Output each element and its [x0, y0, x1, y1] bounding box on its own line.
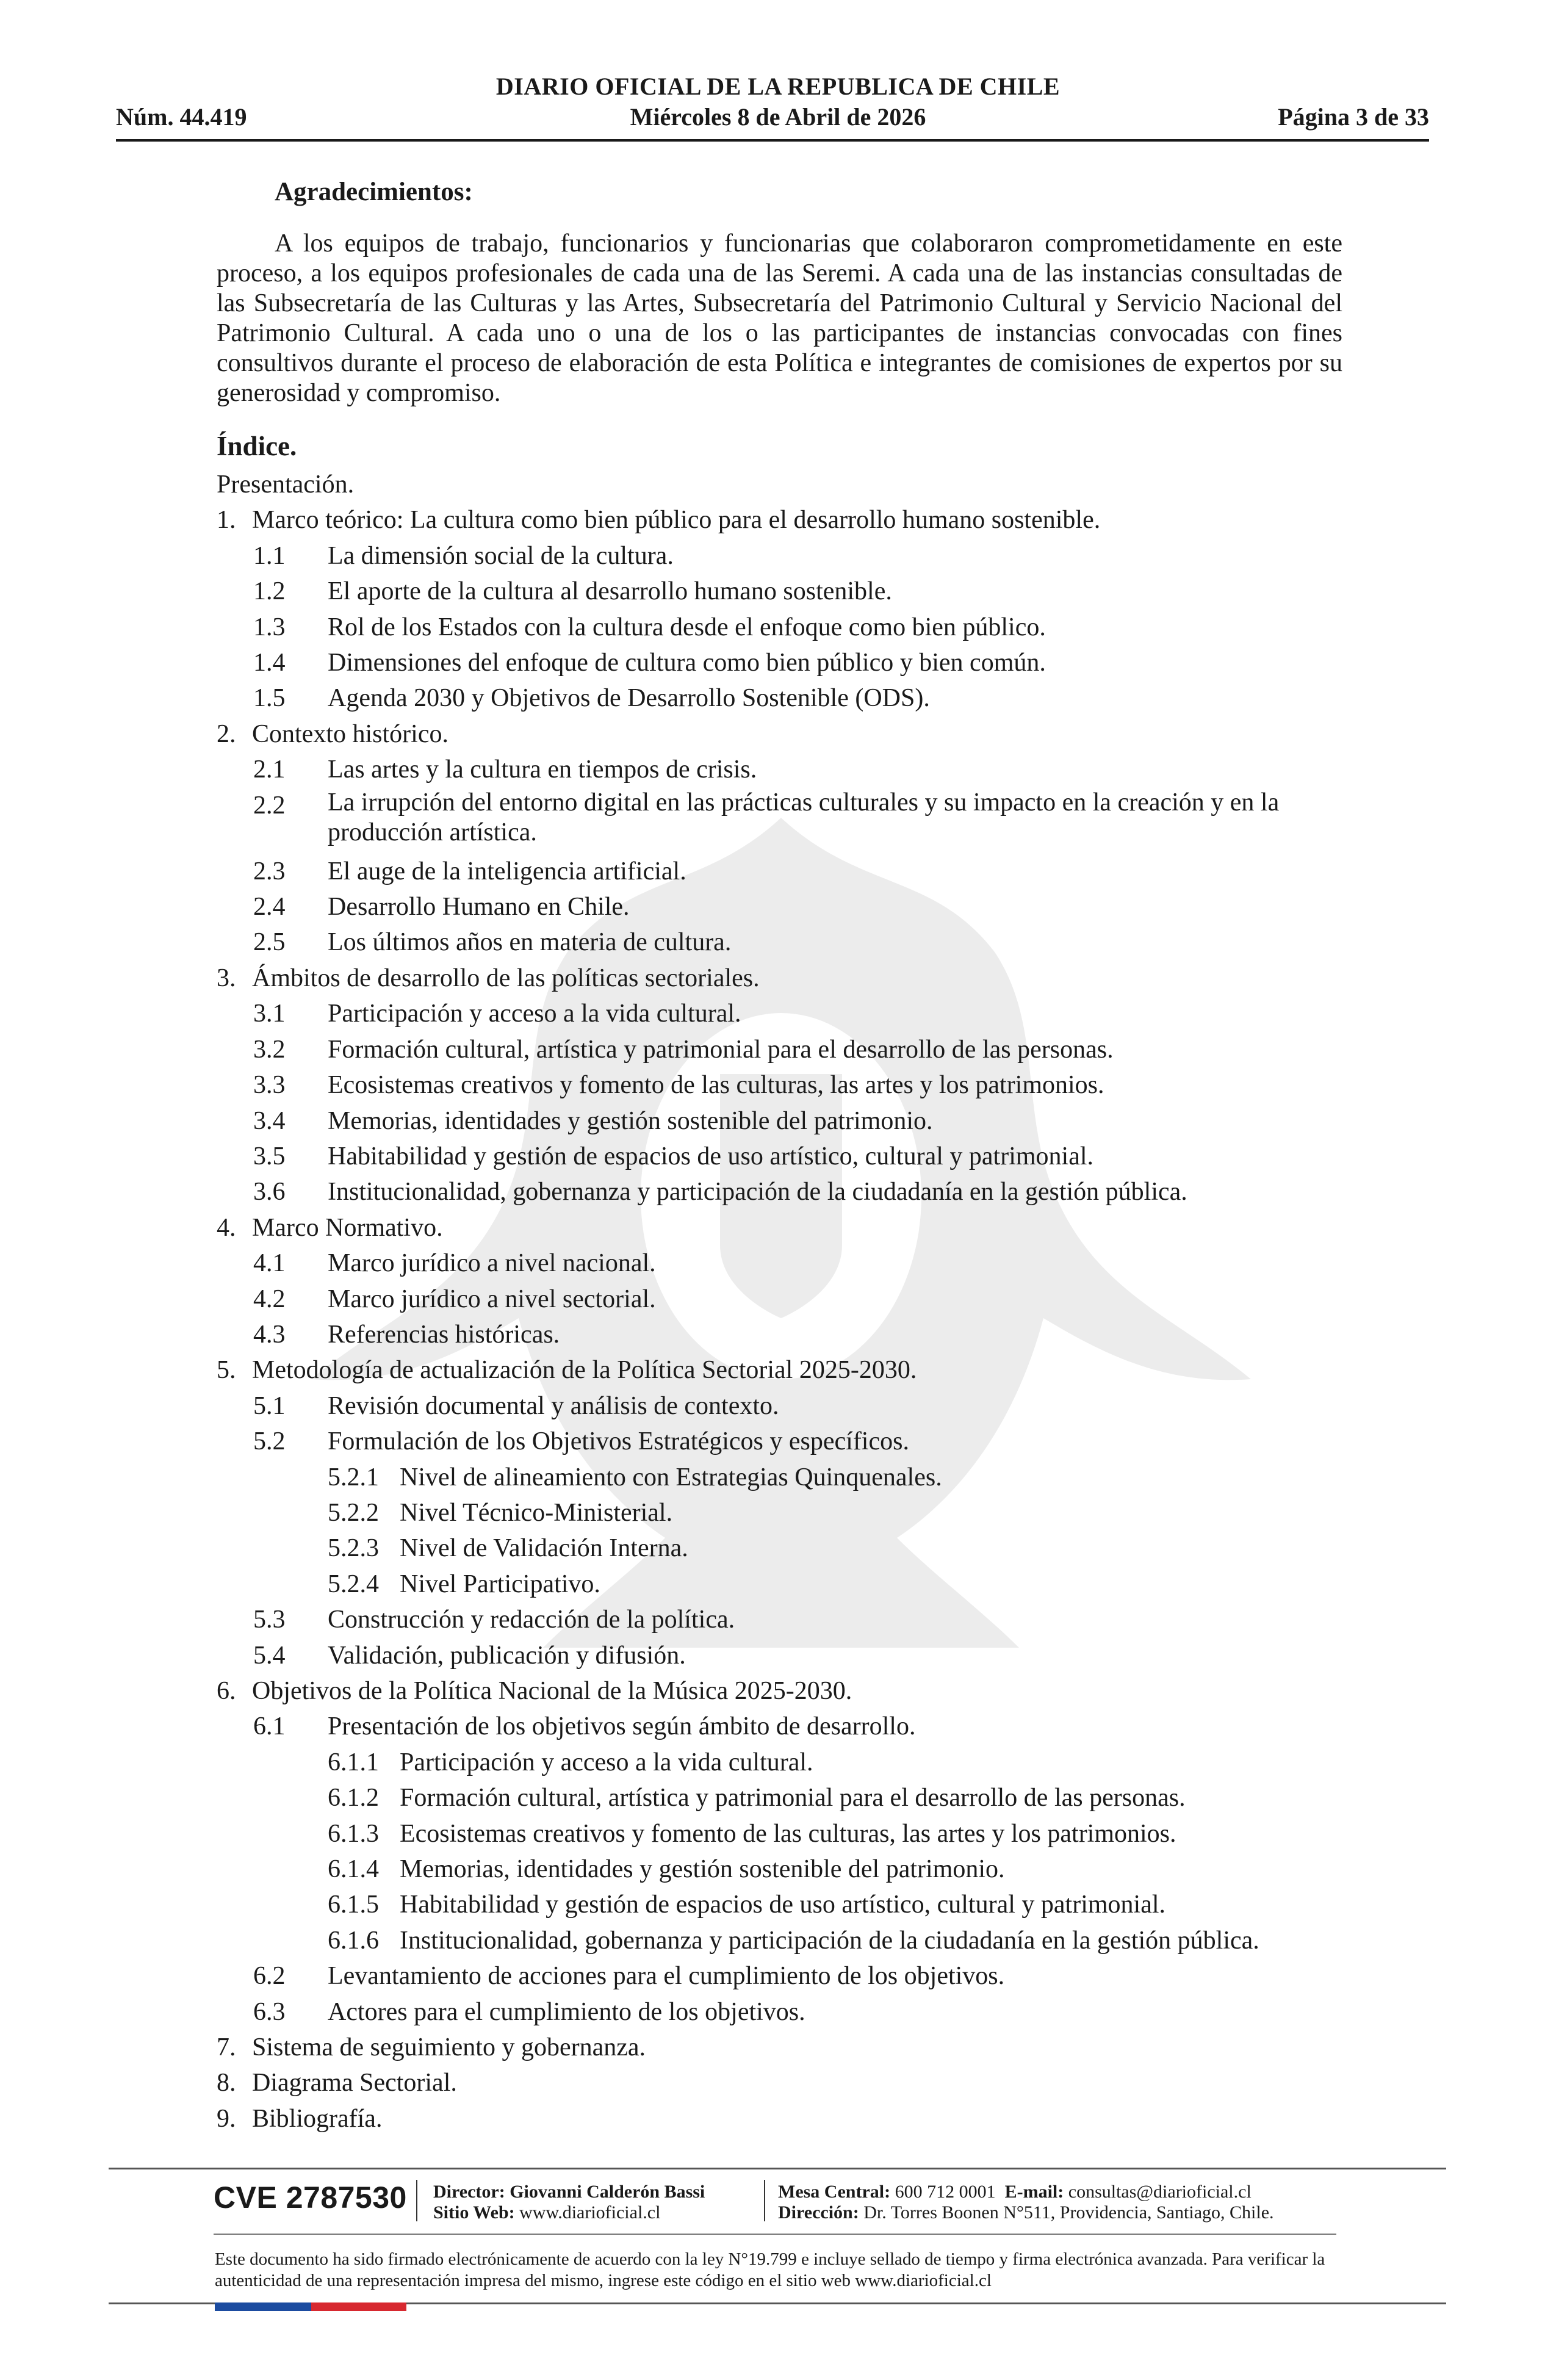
toc-item: 5.3 Construcción y redacción de la política. — [253, 1606, 735, 1634]
toc-item: 5.2 Formulación de los Objetivos Estratégicos y específicos. — [253, 1427, 909, 1456]
toc-item: 3.4 Memorias, identidades y gestión sostenible del patrimonio. — [253, 1106, 933, 1135]
toc-item: 6.2 Levantamiento de acciones para el cumplimiento de los objetivos. — [253, 1962, 1005, 1991]
toc-item: 2.4 Desarrollo Humano en Chile. — [253, 893, 630, 921]
toc-item: 6.1 Presentación de los objetivos según ámbito de desarrollo. — [253, 1712, 916, 1741]
toc-item: 4.2 Marco jurídico a nivel sectorial. — [253, 1285, 656, 1313]
toc-item: 8. Diagrama Sectorial. — [217, 2069, 457, 2097]
mesa-label: Mesa Central: — [778, 2182, 891, 2202]
site-label: Sitio Web: — [433, 2202, 515, 2223]
flag-stripe-red — [311, 2302, 406, 2311]
flag-stripe-blue — [215, 2302, 311, 2311]
toc-item: 6.1.3 Ecosistemas creativos y fomento de las culturas, las artes y los patrimonios. — [328, 1819, 1176, 1848]
toc-item: 5.2.1 Nivel de alineamiento con Estrategias Quinquenales. — [328, 1463, 942, 1491]
issue-date: Miércoles 8 de Abril de 2026 — [630, 103, 926, 131]
toc-item: 6.1.2 Formación cultural, artística y patrimonial para el desarrollo de las personas. — [328, 1784, 1186, 1812]
toc-item: 4.1 Marco jurídico a nivel nacional. — [253, 1249, 656, 1278]
cve-code: CVE 2787530 — [214, 2180, 407, 2215]
toc-item: 9. Bibliografía. — [217, 2104, 383, 2133]
toc-item: 5.4 Validación, publicación y difusión. — [253, 1641, 686, 1670]
toc-item: 1. Marco teórico: La cultura como bien público para el desarrollo humano sostenible. — [217, 506, 1101, 535]
issue-number: Núm. 44.419 — [116, 103, 247, 131]
toc-item: 3.5 Habitabilidad y gestión de espacios de uso artístico, cultural y patrimonial. — [253, 1142, 1094, 1170]
acknowledgements-paragraph: A los equipos de trabajo, funcionarios y funcionarias que colaboraron comprometidamente en este proceso, a los equipos profesionales de cada una de las Seremi. A cada una de las instancias consultadas de las Subsecretaría de las Culturas y las Artes, Subsecretaría del Patrimonio Cultural y Servicio Nacional del Patrimonio Cultural. A cada uno o una de los o las participantes de instancias convocadas con fines consultivos durante el proceso de elaboración de esta Política e integrantes de comisiones de expertos por su generosidad y compromiso. — [217, 229, 1342, 407]
toc-item: 2.2 La irrupción del entorno digital en las prácticas culturales y su impacto en la creación y en la producción artística. — [253, 788, 1280, 846]
toc-item: 5. Metodología de actualización de la Política Sectorial 2025-2030. — [217, 1356, 917, 1385]
toc-item: 3.1 Participación y acceso a la vida cultural. — [253, 1000, 741, 1028]
toc-item: 3.6 Institucionalidad, gobernanza y participación de la ciudadanía en la gestión pública. — [253, 1178, 1187, 1206]
toc-item: 6.1.1 Participación y acceso a la vida cultural. — [328, 1748, 813, 1776]
toc-item: 5.2.4 Nivel Participativo. — [328, 1570, 600, 1598]
toc-item: 2. Contexto histórico. — [217, 719, 448, 748]
toc-item: 2.5 Los últimos años en materia de cultura. — [253, 928, 732, 957]
toc-item: 6.3 Actores para el cumplimiento de los objetivos. — [253, 1997, 805, 2026]
toc-item: 3.2 Formación cultural, artística y patrimonial para el desarrollo de las personas. — [253, 1035, 1114, 1064]
newspaper-title: DIARIO OFICIAL DE LA REPUBLICA DE CHILE — [495, 73, 1061, 100]
toc-item: 5.2.3 Nivel de Validación Interna. — [328, 1534, 688, 1563]
director-name: Giovanni Calderón Bassi — [510, 2182, 705, 2202]
index-heading: Índice. — [217, 431, 297, 461]
toc-item: 3.3 Ecosistemas creativos y fomento de las culturas, las artes y los patrimonios. — [253, 1071, 1104, 1100]
page-indicator: Página 3 de 33 — [1278, 103, 1429, 131]
toc-item: 3. Ámbitos de desarrollo de las políticas sectoriales. — [217, 964, 760, 992]
acknowledgements-heading: Agradecimientos: — [275, 178, 473, 206]
toc-item: 6. Objetivos de la Política Nacional de la Música 2025-2030. — [217, 1677, 852, 1705]
toc-item: 2.3 El auge de la inteligencia artificial. — [253, 857, 686, 885]
toc-item: 5.1 Revisión documental y análisis de contexto. — [253, 1391, 779, 1420]
footer-contact-block — [778, 2182, 1274, 2223]
header-divider — [116, 139, 1429, 142]
toc-item: 1.5 Agenda 2030 y Objetivos de Desarrollo Sostenible (ODS). — [253, 684, 930, 713]
toc-item: 4.3 Referencias históricas. — [253, 1320, 560, 1349]
table-of-contents — [217, 467, 1437, 2137]
toc-item: 1.3 Rol de los Estados con la cultura desde el enfoque como bien público. — [253, 613, 1046, 641]
toc-item: 4. Marco Normativo. — [217, 1213, 443, 1242]
director-label: Director: — [433, 2182, 505, 2202]
toc-presentation: Presentación. — [217, 471, 355, 499]
email-link[interactable]: consultas@diarioficial.cl — [1068, 2182, 1252, 2202]
toc-item: 2.1 Las artes y la cultura en tiempos de crisis. — [253, 755, 757, 784]
toc-item: 6.1.4 Memorias, identidades y gestión sostenible del patrimonio. — [328, 1855, 1005, 1884]
footer-separator — [416, 2180, 417, 2221]
legal-notice: Este documento ha sido firmado electrónicamente de acuerdo con la ley N°19.799 e incluye sellado de tiempo y firma electrónica avanzada. Para verificar la autenticidad de una representación impresa del mismo, ingrese este código en el sitio web www.diarioficial.cl — [215, 2249, 1325, 2290]
toc-item: 5.2.2 Nivel Técnico-Ministerial. — [328, 1498, 673, 1527]
toc-item: 6.1.5 Habitabilidad y gestión de espacios de uso artístico, cultural y patrimonial. — [328, 1891, 1166, 1919]
mesa-phone: 600 712 0001 — [895, 2182, 996, 2202]
footer-divider-middle — [214, 2234, 1336, 2235]
site-link[interactable]: www.diarioficial.cl — [519, 2202, 661, 2223]
email-label: E-mail: — [1004, 2182, 1064, 2202]
address-label: Dirección: — [778, 2202, 859, 2223]
toc-item: 7. Sistema de seguimiento y gobernanza. — [217, 2033, 646, 2062]
toc-item: 6.1.6 Institucionalidad, gobernanza y participación de la ciudadanía en la gestión pública. — [328, 1926, 1259, 1955]
address-text: Dr. Torres Boonen N°511, Providencia, Santiago, Chile. — [863, 2202, 1274, 2223]
toc-item: 1.4 Dimensiones del enfoque de cultura como bien público y bien común. — [253, 649, 1046, 677]
toc-item: 1.2 El aporte de la cultura al desarrollo humano sostenible. — [253, 577, 892, 606]
toc-item: 1.1 La dimensión social de la cultura. — [253, 541, 674, 570]
footer-director-block — [433, 2182, 705, 2223]
footer-separator — [764, 2180, 765, 2221]
footer-divider-top — [109, 2168, 1446, 2169]
